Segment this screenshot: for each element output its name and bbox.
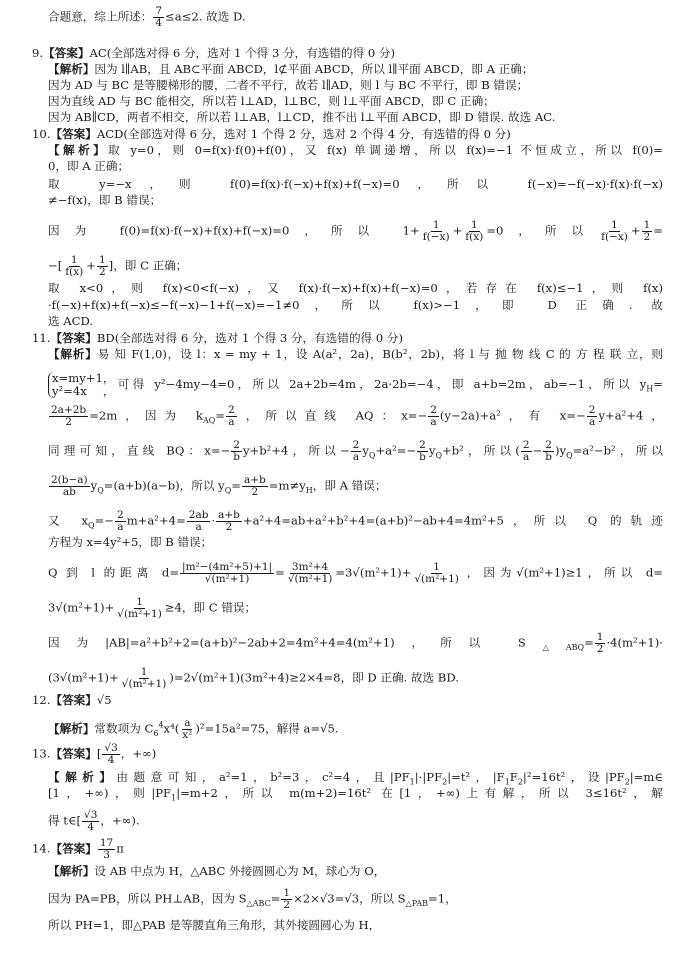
- text-run: y: [362, 443, 369, 458]
- fraction: [286, 562, 335, 585]
- section-tag: 【 解析 】: [48, 770, 116, 784]
- text-run: BD(全部选对得 6 分，选对 1 个得 3 分，有选错的得 0 分): [96, 331, 404, 345]
- fraction-numerator: 2: [430, 404, 437, 416]
- subscript: Q: [435, 450, 443, 460]
- fraction: [153, 6, 164, 29]
- text-run: 合题意，综上所述：: [48, 9, 153, 24]
- fraction: [351, 440, 362, 463]
- text-run: =(a+b)(a−b)，所以 y: [103, 478, 225, 493]
- subscript: Q: [97, 485, 104, 495]
- text-run: 可得 y²−4my−4=0，所以 2a+2b=4m，2a·2b=−4，即 a+b=2m，ab=−1，所以 y: [114, 377, 647, 391]
- fraction-numerator: 2: [588, 404, 596, 416]
- text-run: +: [452, 223, 463, 238]
- subscript: Q: [224, 485, 232, 495]
- fraction-denominator: √(m²+1): [287, 573, 333, 585]
- text-line: [48, 510, 663, 533]
- fraction-denominator: 2: [596, 643, 604, 655]
- text-line: [48, 255, 663, 278]
- text-run: ×2×√3=√3，所以 S: [293, 891, 406, 906]
- fraction: [49, 405, 88, 428]
- text-line: [48, 347, 663, 361]
- fraction: [421, 220, 452, 243]
- text-run: =: [275, 565, 285, 580]
- text-run: ≤a≤2. 故选 D.: [165, 9, 246, 24]
- text-run: ，因为√(m²+1)≥1，所以 d=: [461, 565, 664, 580]
- fraction-denominator: b: [233, 451, 240, 463]
- section-tag: 【 答案 】: [50, 693, 96, 707]
- text-run: 由题意可知，a²=1，b²=3，c²=4，且|PF: [116, 770, 410, 784]
- fraction-denominator: a: [523, 451, 530, 463]
- equation-row: x=my+1，: [52, 371, 115, 385]
- fraction-denominator: 2: [98, 266, 106, 278]
- fraction-numerator: 2: [352, 439, 360, 451]
- fraction: [642, 220, 653, 243]
- text-run: 所以 PH=1，即△PAB 是等腰直角三角形，其外接圆圆心为 H，: [48, 918, 381, 932]
- fraction-denominator: a: [430, 416, 437, 428]
- text-run: m+a²+4=: [126, 513, 186, 528]
- text-run: |=t²，|F: [447, 770, 505, 784]
- fraction-numerator: 1: [432, 219, 440, 231]
- text-run: 因为直线 AD 与 BC 能相交，所以若 l⊥AD，l⊥BC，则 l⊥平面 ABCD，即 C 正确；: [48, 94, 495, 108]
- text-run: )²=15a²=75，解得 a=√5.: [195, 721, 339, 736]
- fraction-denominator: f(x): [465, 231, 484, 243]
- text-run: √5: [96, 693, 112, 707]
- fraction-denominator: a: [352, 451, 360, 463]
- fraction-numerator: 1: [98, 254, 106, 266]
- text-run: 取 y=−x，则 f(0)=f(x)·f(−x)+f(x)+f(−x)=0，所以 f(−x)=−f(−x)·f(x)·f(−x): [48, 177, 663, 191]
- text-run: 因为 f(0)=f(x)·f(−x)+f(x)+f(−x)=0，所以 1+: [48, 223, 420, 238]
- text-run: =2m，因为 k: [89, 408, 203, 423]
- text-run: ，即 A 错误；: [312, 478, 387, 493]
- fraction-denominator: a: [588, 416, 596, 428]
- text-run: 取 y=0，则 0=f(x)·f(0)+f(0)，又 f(x) 单调递增，所以 f(x)=−1 不恒成立，所以 f(0)=: [108, 143, 663, 157]
- fraction-numerator: 1: [470, 219, 478, 231]
- text-run: 因为 l∥AB，且 AB⊂平面 ABCD，l⊄平面 ABCD，所以 l∥平面 ABCD，即 A 正确；: [94, 62, 534, 76]
- fraction: [599, 220, 630, 243]
- text-run: 因为 AD 与 BC 是等腰梯形的腰，二者不平行，故若 l∥AD，则 l 与 BC 不平行，即 B 错误；: [48, 78, 529, 92]
- fraction-numerator: 1: [136, 596, 143, 608]
- text-line: [48, 281, 663, 295]
- subscript: Q: [566, 450, 573, 460]
- fraction-denominator: f(−x): [422, 231, 450, 243]
- fraction-denominator: 3: [103, 849, 110, 861]
- fraction-denominator: √(m²+1): [121, 678, 167, 690]
- text-run: 因为 PA=PB，所以 PH⊥AB，因为 S: [48, 891, 247, 906]
- text-run: ·f(−x)+f(x)+f(−x)≤−f(−x)−1+f(−x)=−1≠0，所以 f(x)>−1，即 D 正确. 故: [48, 298, 663, 312]
- text-run: y: [90, 478, 98, 493]
- text-run: =: [653, 377, 663, 391]
- fraction: [521, 440, 532, 463]
- subscript: H: [646, 384, 654, 394]
- text-line: [48, 314, 663, 328]
- fraction-denominator: 2: [65, 416, 72, 428]
- text-line: [32, 743, 663, 766]
- fraction-numerator: 1: [283, 887, 291, 899]
- text-line: [48, 298, 663, 312]
- text-run: 选 ACD.: [48, 314, 94, 328]
- fraction-numerator: 2: [233, 439, 240, 451]
- text-line: [48, 6, 663, 29]
- fraction-denominator: √(m²+1): [414, 573, 459, 585]
- section-tag: 【 解析 】: [48, 864, 94, 878]
- text-line: [48, 632, 663, 655]
- text-line: [48, 110, 663, 124]
- text-line: [48, 864, 663, 878]
- text-run: (y−2a)+a²，有 x=−: [439, 408, 586, 423]
- fraction-denominator: 4: [87, 821, 95, 833]
- text-line: [48, 475, 663, 498]
- fraction: [49, 475, 90, 498]
- text-line: [48, 918, 663, 932]
- text-run: −[: [48, 258, 63, 273]
- fraction: [463, 220, 485, 243]
- fraction-numerator: 2a+2b: [51, 404, 87, 416]
- text-line: [48, 535, 663, 549]
- text-line: [48, 405, 663, 428]
- fraction: [102, 743, 119, 766]
- text-run: =: [584, 635, 594, 650]
- text-line: [32, 331, 663, 345]
- fraction-denominator: a: [228, 416, 235, 428]
- text-run: (3√(m²+1)+: [48, 670, 119, 685]
- subscript: H: [305, 485, 313, 495]
- text-run: ·4(m²+1)·: [606, 635, 663, 650]
- text-run: +a²+4=ab+a²+b²+4=(a+b)²−ab+4=4m²+5，所以 Q 的轨迹: [242, 513, 663, 528]
- fraction-numerator: 1: [611, 219, 618, 231]
- text-run: ，+∞): [120, 746, 157, 761]
- subscript: Q: [368, 450, 376, 460]
- text-run: 因为|AB|=a²+b²+2=(a+b)²−2ab+2=4m²+4=4(m²+1)，所以 S: [48, 635, 526, 650]
- text-run: ·: [211, 513, 216, 528]
- subscript: 2: [517, 777, 523, 787]
- text-line: [48, 562, 663, 585]
- fraction: [120, 667, 169, 690]
- section-tag: 【 解析 】: [48, 62, 94, 76]
- text-run: y: [428, 443, 436, 458]
- text-run: 设 AB 中点为 H，△ABC 外接圆圆心为 M，球心为 O，: [94, 864, 386, 878]
- text-line: [48, 597, 663, 620]
- fraction-numerator: 2(b−a): [51, 474, 88, 486]
- text-run: 同理可知，直线 BQ：x=−: [48, 443, 231, 458]
- text-line: [32, 127, 663, 141]
- fraction-numerator: 1: [643, 219, 651, 231]
- text-line: [48, 888, 663, 911]
- text-line: [32, 46, 663, 60]
- text-run: +: [630, 223, 641, 238]
- text-line: [48, 220, 663, 243]
- text-line: [48, 62, 663, 76]
- text-run: =−: [94, 513, 114, 528]
- text-run: ACD(全部选对得 6 分，选对 1 个得 2 分，选对 2 个得 4 分，有选错的得 0 分): [96, 127, 511, 141]
- text-run: [1，+∞)，则|PF: [48, 786, 172, 800]
- fraction: [417, 440, 428, 463]
- question-number: 12.: [32, 693, 51, 707]
- fraction-denominator: 2: [283, 899, 291, 911]
- fraction-numerator: 3m²+4: [291, 561, 329, 573]
- fraction: [543, 440, 554, 463]
- text-run: =: [270, 891, 281, 906]
- fraction: [115, 597, 164, 620]
- fraction: [63, 255, 85, 278]
- text-run: 方程为 x=4y²+5，即 B 错误；: [48, 535, 213, 549]
- text-run: ≥4，即 C 错误；: [164, 600, 257, 615]
- fraction-numerator: √3: [84, 809, 98, 821]
- text-run: =1，: [428, 891, 457, 906]
- fraction-numerator: 17: [99, 837, 114, 849]
- text-run: F: [509, 770, 518, 784]
- fraction: [82, 810, 99, 833]
- text-line: [48, 667, 663, 690]
- text-line: [48, 143, 663, 157]
- section-tag: 【 答案 】: [50, 127, 96, 141]
- subscript: △ABQ: [525, 642, 585, 652]
- fraction-numerator: 1: [140, 666, 148, 678]
- subscript: △ABC: [246, 898, 271, 908]
- fraction: [412, 562, 461, 585]
- section-tag: 【 答案 】: [43, 46, 89, 60]
- subscript: 6: [153, 728, 159, 738]
- fraction: [226, 405, 237, 428]
- fraction-denominator: 4: [155, 17, 163, 29]
- fraction-denominator: a: [195, 521, 202, 533]
- fraction-numerator: 2: [228, 404, 235, 416]
- subscript: 1: [409, 777, 415, 787]
- text-run: ，+∞).: [100, 813, 140, 828]
- text-run: =3√(m²+1)+: [335, 565, 412, 580]
- fraction-numerator: a+b: [243, 474, 266, 486]
- text-line: [48, 159, 663, 173]
- section-tag: 【 答案 】: [50, 842, 96, 856]
- fraction: [187, 510, 211, 533]
- fraction: [216, 510, 242, 533]
- text-run: 因为 AB∥CD，两者不相交，所以若 l⊥AB，l⊥CD，推不出 l⊥平面 ABCD，即 D 错误. 故选 AC.: [48, 110, 556, 124]
- fraction: [428, 405, 439, 428]
- text-run: ，所以直线 AQ：x=−: [237, 408, 428, 423]
- text-run: ]，即 C 正确；: [108, 258, 188, 273]
- text-line: [48, 177, 663, 191]
- text-line: [48, 372, 663, 398]
- text-line: [48, 193, 663, 207]
- text-run: Q 到 l 的距离 d=: [48, 565, 180, 580]
- fraction-numerator: 2: [522, 439, 530, 451]
- fraction-numerator: √3: [104, 742, 118, 754]
- text-run: x⁴(: [163, 721, 180, 736]
- question-number: 11.: [32, 331, 51, 345]
- text-run: +b²，所以(: [442, 443, 520, 458]
- fraction: [595, 632, 606, 655]
- question-number: 14.: [32, 841, 51, 856]
- text-run: =0，所以: [486, 223, 599, 238]
- section-tag: 【 解析 】: [48, 347, 98, 361]
- fraction: [180, 562, 274, 585]
- text-run: 得 t∈[: [48, 813, 82, 828]
- text-run: =: [653, 223, 664, 238]
- text-run: +a²=−: [375, 443, 417, 458]
- fraction-denominator: 4: [107, 754, 115, 766]
- text-run: 3√(m²+1)+: [48, 600, 115, 615]
- fraction-numerator: |m²−(4m²+5)+1|: [182, 561, 273, 573]
- text-line: [48, 440, 663, 463]
- fraction: [281, 888, 292, 911]
- text-run: π: [116, 841, 124, 856]
- section-tag: 【 答案 】: [50, 747, 96, 761]
- subscript: 1: [504, 777, 510, 787]
- fraction-denominator: f(x): [65, 266, 84, 278]
- text-run: y+a²+4，: [598, 408, 664, 423]
- fraction-denominator: 2: [251, 486, 259, 498]
- text-run: =m≠y: [268, 478, 306, 493]
- text-run: |·|PF: [414, 770, 443, 784]
- fraction-denominator: x²: [182, 729, 193, 741]
- text-run: 易 知 F(1,0)，设 l：x = my + 1，设 A(a²，2a)，B(b²，2b)，将 l 与 抛 物 线 C 的 方 程 联 立，则: [97, 347, 663, 361]
- subscript: 2: [442, 777, 448, 787]
- text-run: |²=16t²，设|PF: [522, 770, 625, 784]
- question-number: 13.: [32, 746, 51, 761]
- section-tag: 【 解析 】: [48, 143, 108, 157]
- text-line: [32, 693, 663, 707]
- text-run: )=2√(m²+1)(3m²+4)≥2×4=8，即 D 正确. 故选 BD.: [169, 670, 459, 685]
- text-run: +: [86, 258, 96, 273]
- equation-system: [48, 372, 114, 398]
- fraction-numerator: 1: [433, 561, 440, 573]
- fraction-denominator: √(m²+1): [204, 573, 250, 585]
- fraction-denominator: 2: [225, 521, 233, 533]
- text-run: −: [532, 443, 543, 458]
- subscript: 2: [624, 777, 630, 787]
- text-run: 常数项为 C: [94, 721, 154, 736]
- text-run: =: [215, 408, 225, 423]
- text-run: 又 x: [48, 513, 88, 528]
- question-number: 9.: [32, 46, 44, 60]
- fraction-denominator: b: [419, 451, 426, 463]
- equation-row: y²=4x，: [52, 384, 115, 398]
- text-line: [48, 78, 663, 92]
- text-line: [48, 786, 663, 805]
- text-run: =a²−b²，所以: [572, 443, 664, 458]
- superscript: 4: [158, 720, 164, 730]
- fraction-numerator: a+b: [218, 509, 240, 521]
- fraction: [97, 255, 108, 278]
- fraction-numerator: 2: [419, 439, 426, 451]
- section-tag: 【 答案 】: [50, 331, 96, 345]
- fraction-numerator: 2: [545, 439, 552, 451]
- text-run: )y: [554, 443, 567, 458]
- fraction-denominator: 2: [643, 231, 651, 243]
- text-run: =: [231, 478, 241, 493]
- fraction: [98, 838, 115, 861]
- fraction-numerator: 7: [155, 5, 163, 17]
- fraction-numerator: 1: [596, 631, 604, 643]
- text-run: AC(全部选对得 6 分，选对 1 个得 3 分，有选错的得 0 分): [89, 46, 396, 60]
- text-run: 0，即 A 正确；: [48, 159, 130, 173]
- fraction-numerator: 2: [117, 509, 124, 521]
- section-tag: 【 解析 】: [48, 722, 94, 736]
- text-run: y+b²+4，所以−: [242, 443, 350, 458]
- text-run: 取 x<0，则 f(x)<0<f(−x)，又 f(x)·f(−x)+f(x)+f(−x)=0，若存在 f(x)≤−1，则 f(x): [48, 281, 663, 295]
- fraction-denominator: a: [117, 521, 124, 533]
- subscript: △PAB: [405, 898, 429, 908]
- fraction: [242, 475, 268, 498]
- fraction: [231, 440, 242, 463]
- fraction-numerator: a: [184, 717, 191, 729]
- fraction-denominator: b: [545, 451, 552, 463]
- subscript: 1: [171, 793, 177, 803]
- subscript: Q: [88, 520, 95, 530]
- question-number: 10.: [32, 127, 51, 141]
- fraction-denominator: √(m²+1): [117, 608, 162, 620]
- fraction-denominator: f(−x): [601, 231, 628, 243]
- text-run: |=m+2，所以 m(m+2)=16t² 在[1，+∞)上有解，所以 3≤16t²，解: [176, 786, 663, 800]
- subscript: AQ: [202, 415, 216, 425]
- fraction-numerator: 2ab: [188, 509, 209, 521]
- text-run: |=m∈: [629, 770, 663, 784]
- fraction: [180, 718, 194, 741]
- text-line: [48, 718, 663, 741]
- text-line: [32, 838, 663, 861]
- text-run: ≠−f(x)，即 B 错误；: [48, 193, 162, 207]
- fraction: [115, 510, 126, 533]
- text-run: [: [96, 746, 102, 761]
- fraction: [587, 405, 598, 428]
- text-line: [48, 810, 663, 833]
- text-line: [48, 94, 663, 108]
- fraction-denominator: ab: [62, 486, 76, 498]
- fraction-numerator: 1: [70, 254, 78, 266]
